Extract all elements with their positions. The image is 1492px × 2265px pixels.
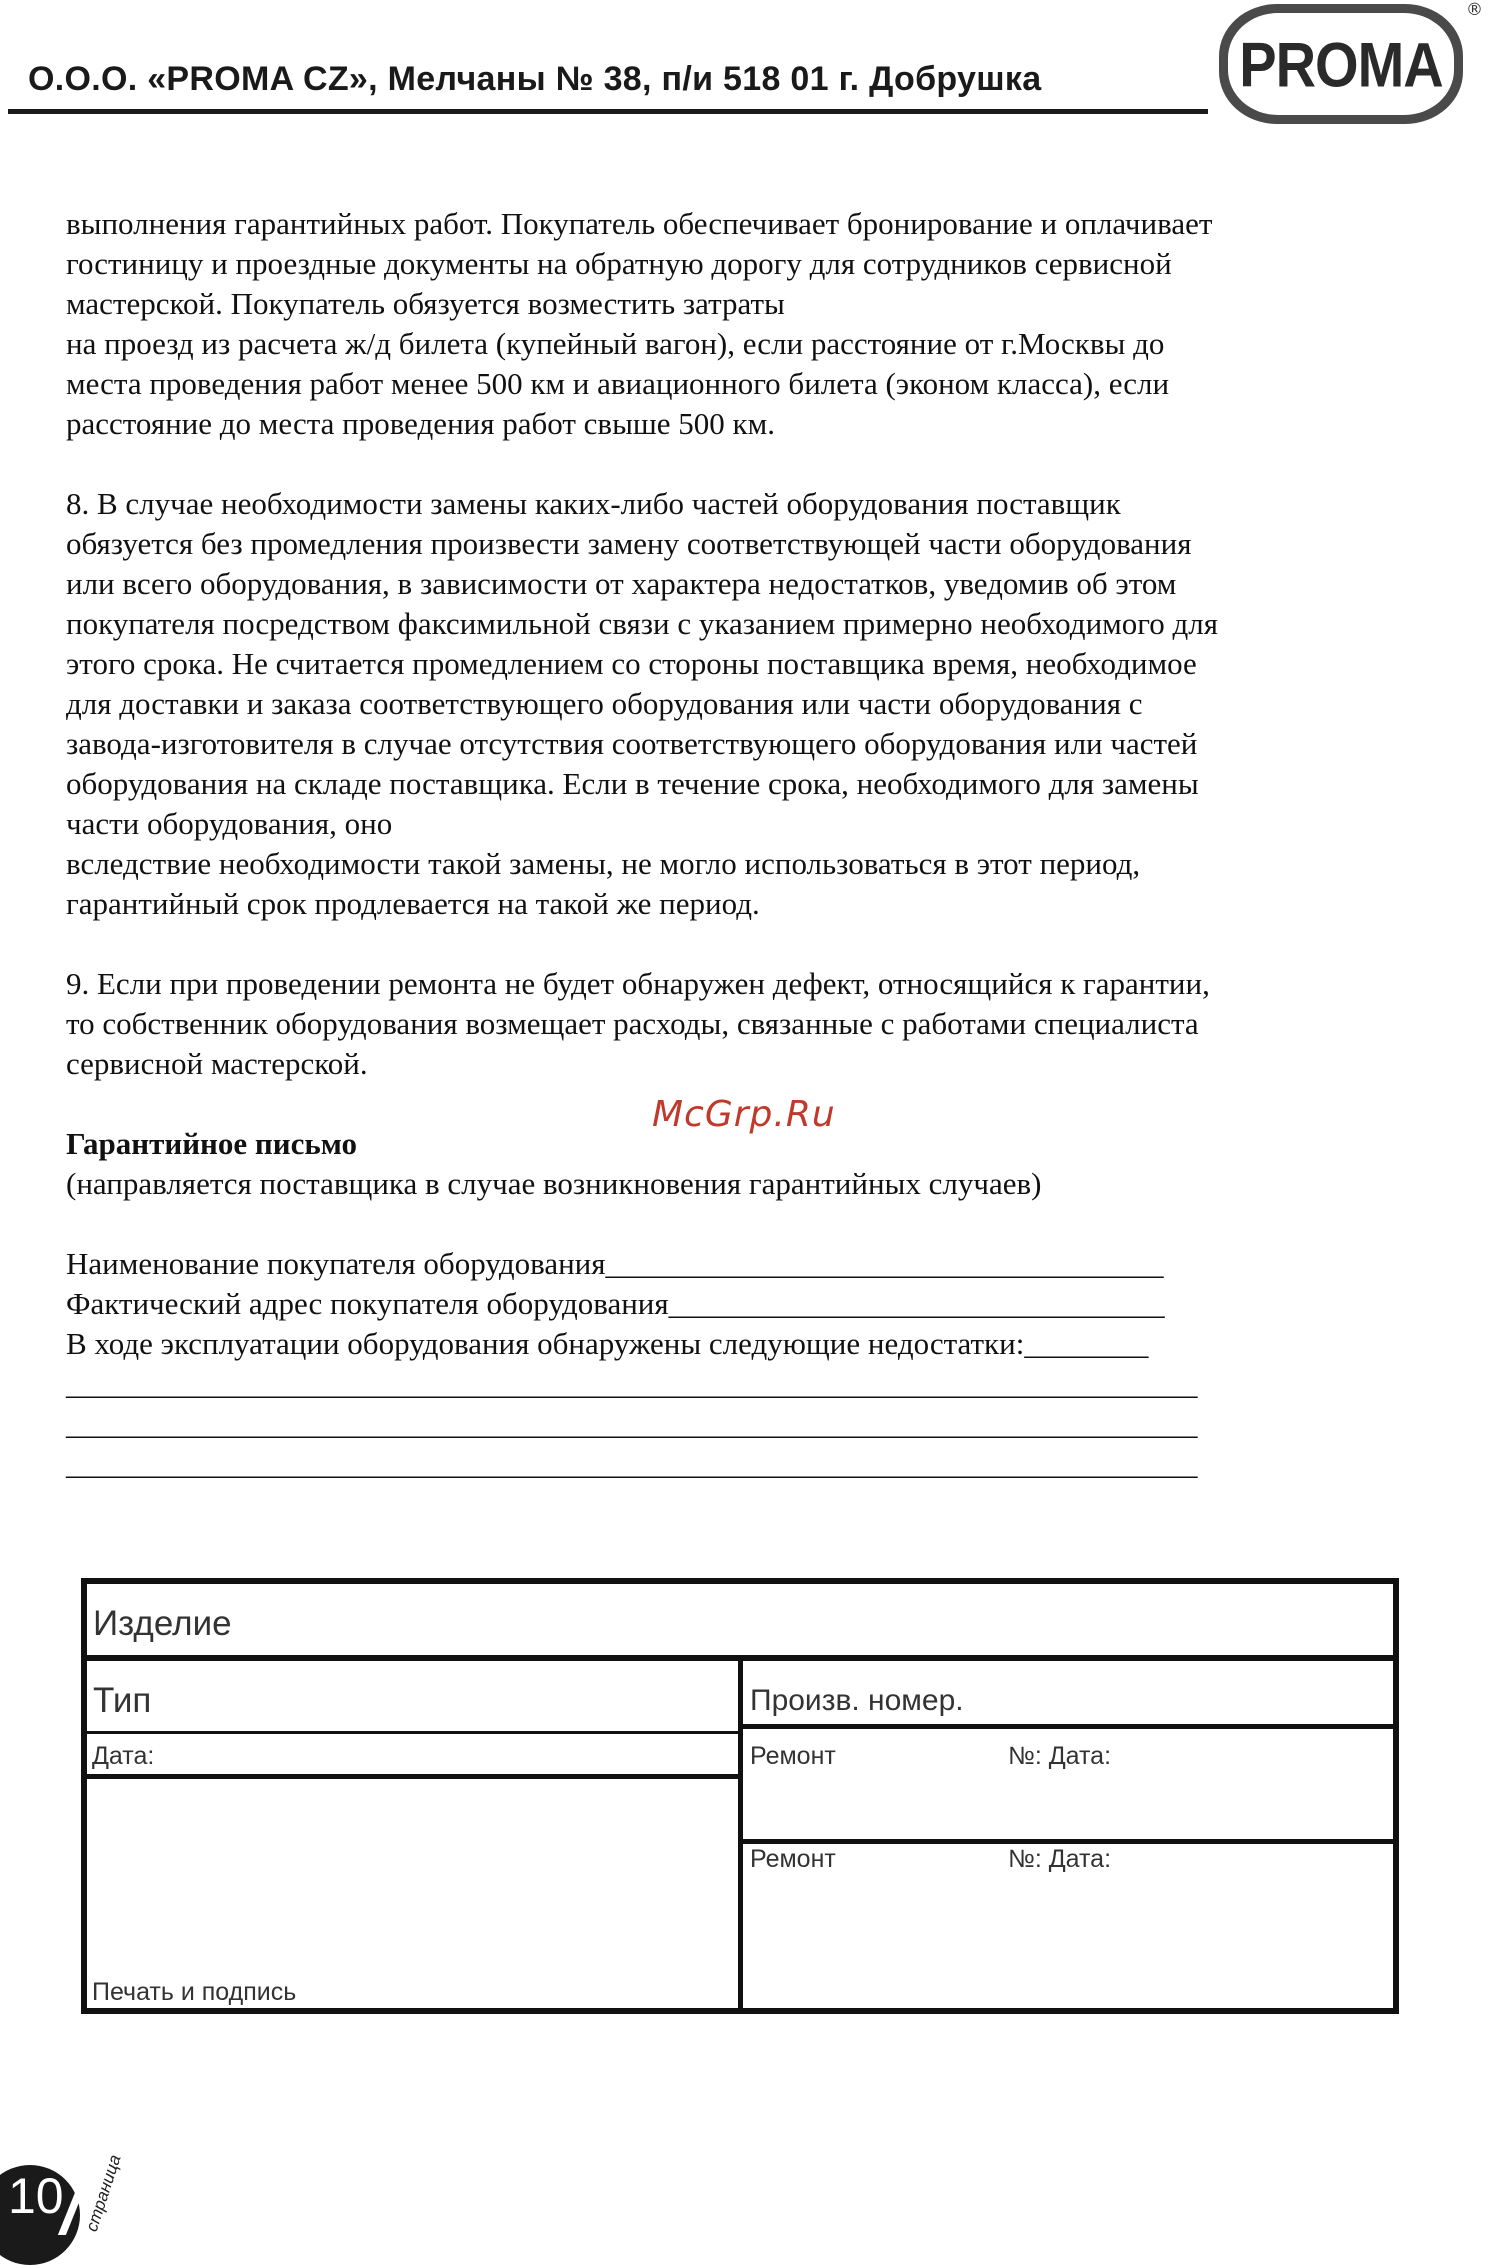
warranty-letter-title: Гарантийное письмо: [66, 1126, 358, 1161]
warranty-form-fields: [66, 1244, 1446, 1484]
card-divider: [87, 1774, 738, 1779]
header-divider: [8, 109, 1208, 114]
text-line: покупателя посредством факсимильной связи с указанием примерно необходимого для: [66, 606, 1218, 641]
page-word: страница: [82, 2152, 125, 2234]
repair-2-fields: №: Дата:: [1008, 1845, 1112, 1873]
blank-line: _________________________________________________________________________: [66, 1406, 1198, 1441]
warranty-letter-subtitle: (направляется поставщика в случае возникновения гарантийных случаев): [66, 1166, 1042, 1201]
card-divider: [743, 1724, 1393, 1729]
text-line: этого срока. Не считается промедлением со стороны поставщика время, необходимое: [66, 646, 1197, 681]
defects-field: В ходе эксплуатации оборудования обнаружены следующие недостатки:________: [66, 1326, 1149, 1361]
buyer-name-field: Наименование покупателя оборудования____________________________________: [66, 1246, 1164, 1281]
text-line: места проведения работ менее 500 км и авиационного билета (эконом класса), если: [66, 366, 1170, 401]
registered-mark-icon: ®: [1466, 0, 1483, 20]
stamp-signature-label: Печать и подпись: [92, 1978, 297, 2006]
text-line: части оборудования, оно: [66, 806, 393, 841]
document-body: [66, 204, 1446, 1484]
page-header: [0, 0, 1492, 130]
warranty-card-table: [81, 1578, 1399, 2014]
logo-badge: [1228, 13, 1454, 115]
card-divider: [738, 1655, 743, 2008]
text-line: вследствие необходимости такой замены, не могло использоваться в этот период,: [66, 846, 1141, 881]
text-line: мастерской. Покупатель обязуется возместить затраты: [66, 286, 785, 321]
text-line: расстояние до места проведения работ свыше 500 км.: [66, 406, 775, 441]
text-line: сервисной мастерской.: [66, 1046, 368, 1081]
text-line: гостиницу и проездные документы на обратную дорогу для сотрудников сервисной: [66, 246, 1172, 281]
logo-text: PROMA: [1239, 28, 1443, 100]
paragraph-8-replacement: [66, 484, 1446, 924]
text-line: обязуется без промедления произвести замену соответствующей части оборудования: [66, 526, 1192, 561]
text-line: выполнения гарантийных работ. Покупатель обеспечивает бронирование и оплачивает: [66, 206, 1213, 241]
repair-2-label: Ремонт: [750, 1845, 836, 1873]
text-line: на проезд из расчета ж/д билета (купейный вагон), если расстояние от г.Москвы до: [66, 326, 1165, 361]
serial-number-label: Произв. номер.: [750, 1684, 964, 1717]
text-line: то собственник оборудования возмещает расходы, связанные с работами специалиста: [66, 1006, 1199, 1041]
date-label: Дата:: [92, 1742, 155, 1770]
paragraph-9-no-defect: [66, 964, 1446, 1084]
text-line: 9. Если при проведении ремонта не будет обнаружен дефект, относящийся к гарантии,: [66, 966, 1210, 1001]
text-line: 8. В случае необходимости замены каких-либо частей оборудования поставщик: [66, 486, 1121, 521]
buyer-address-field: Фактический адрес покупателя оборудования________________________________: [66, 1286, 1165, 1321]
text-line: завода-изготовителя в случае отсутствия соответствующего оборудования или частей: [66, 726, 1198, 761]
text-line: гарантийный срок продлевается на такой же период.: [66, 886, 760, 921]
company-address-title: О.О.О. «PROMA CZ», Мелчаны № 38, п/и 518 01 г. Добрушка: [28, 60, 1042, 98]
card-divider: [743, 1839, 1393, 1844]
repair-1-fields: №: Дата:: [1008, 1742, 1112, 1770]
paragraph-travel-costs: [66, 204, 1446, 444]
text-line: оборудования на складе поставщика. Если в течение срока, необходимого для замены: [66, 766, 1199, 801]
page-number: 10: [8, 2168, 64, 2224]
type-label: Тип: [93, 1681, 152, 1720]
product-label: Изделие: [93, 1604, 232, 1643]
text-line: или всего оборудования, в зависимости от характера недостатков, уведомив об этом: [66, 566, 1177, 601]
warranty-letter-heading: [66, 1124, 1446, 1204]
repair-1-label: Ремонт: [750, 1742, 836, 1770]
text-line: для доставки и заказа соответствующего оборудования или части оборудования с: [66, 686, 1143, 721]
watermark: McGrp.Ru: [652, 1094, 836, 1135]
blank-line: _________________________________________________________________________: [66, 1366, 1198, 1401]
blank-line: _________________________________________________________________________: [66, 1446, 1198, 1481]
proma-logo: [1219, 4, 1463, 124]
card-divider: [87, 1731, 738, 1734]
